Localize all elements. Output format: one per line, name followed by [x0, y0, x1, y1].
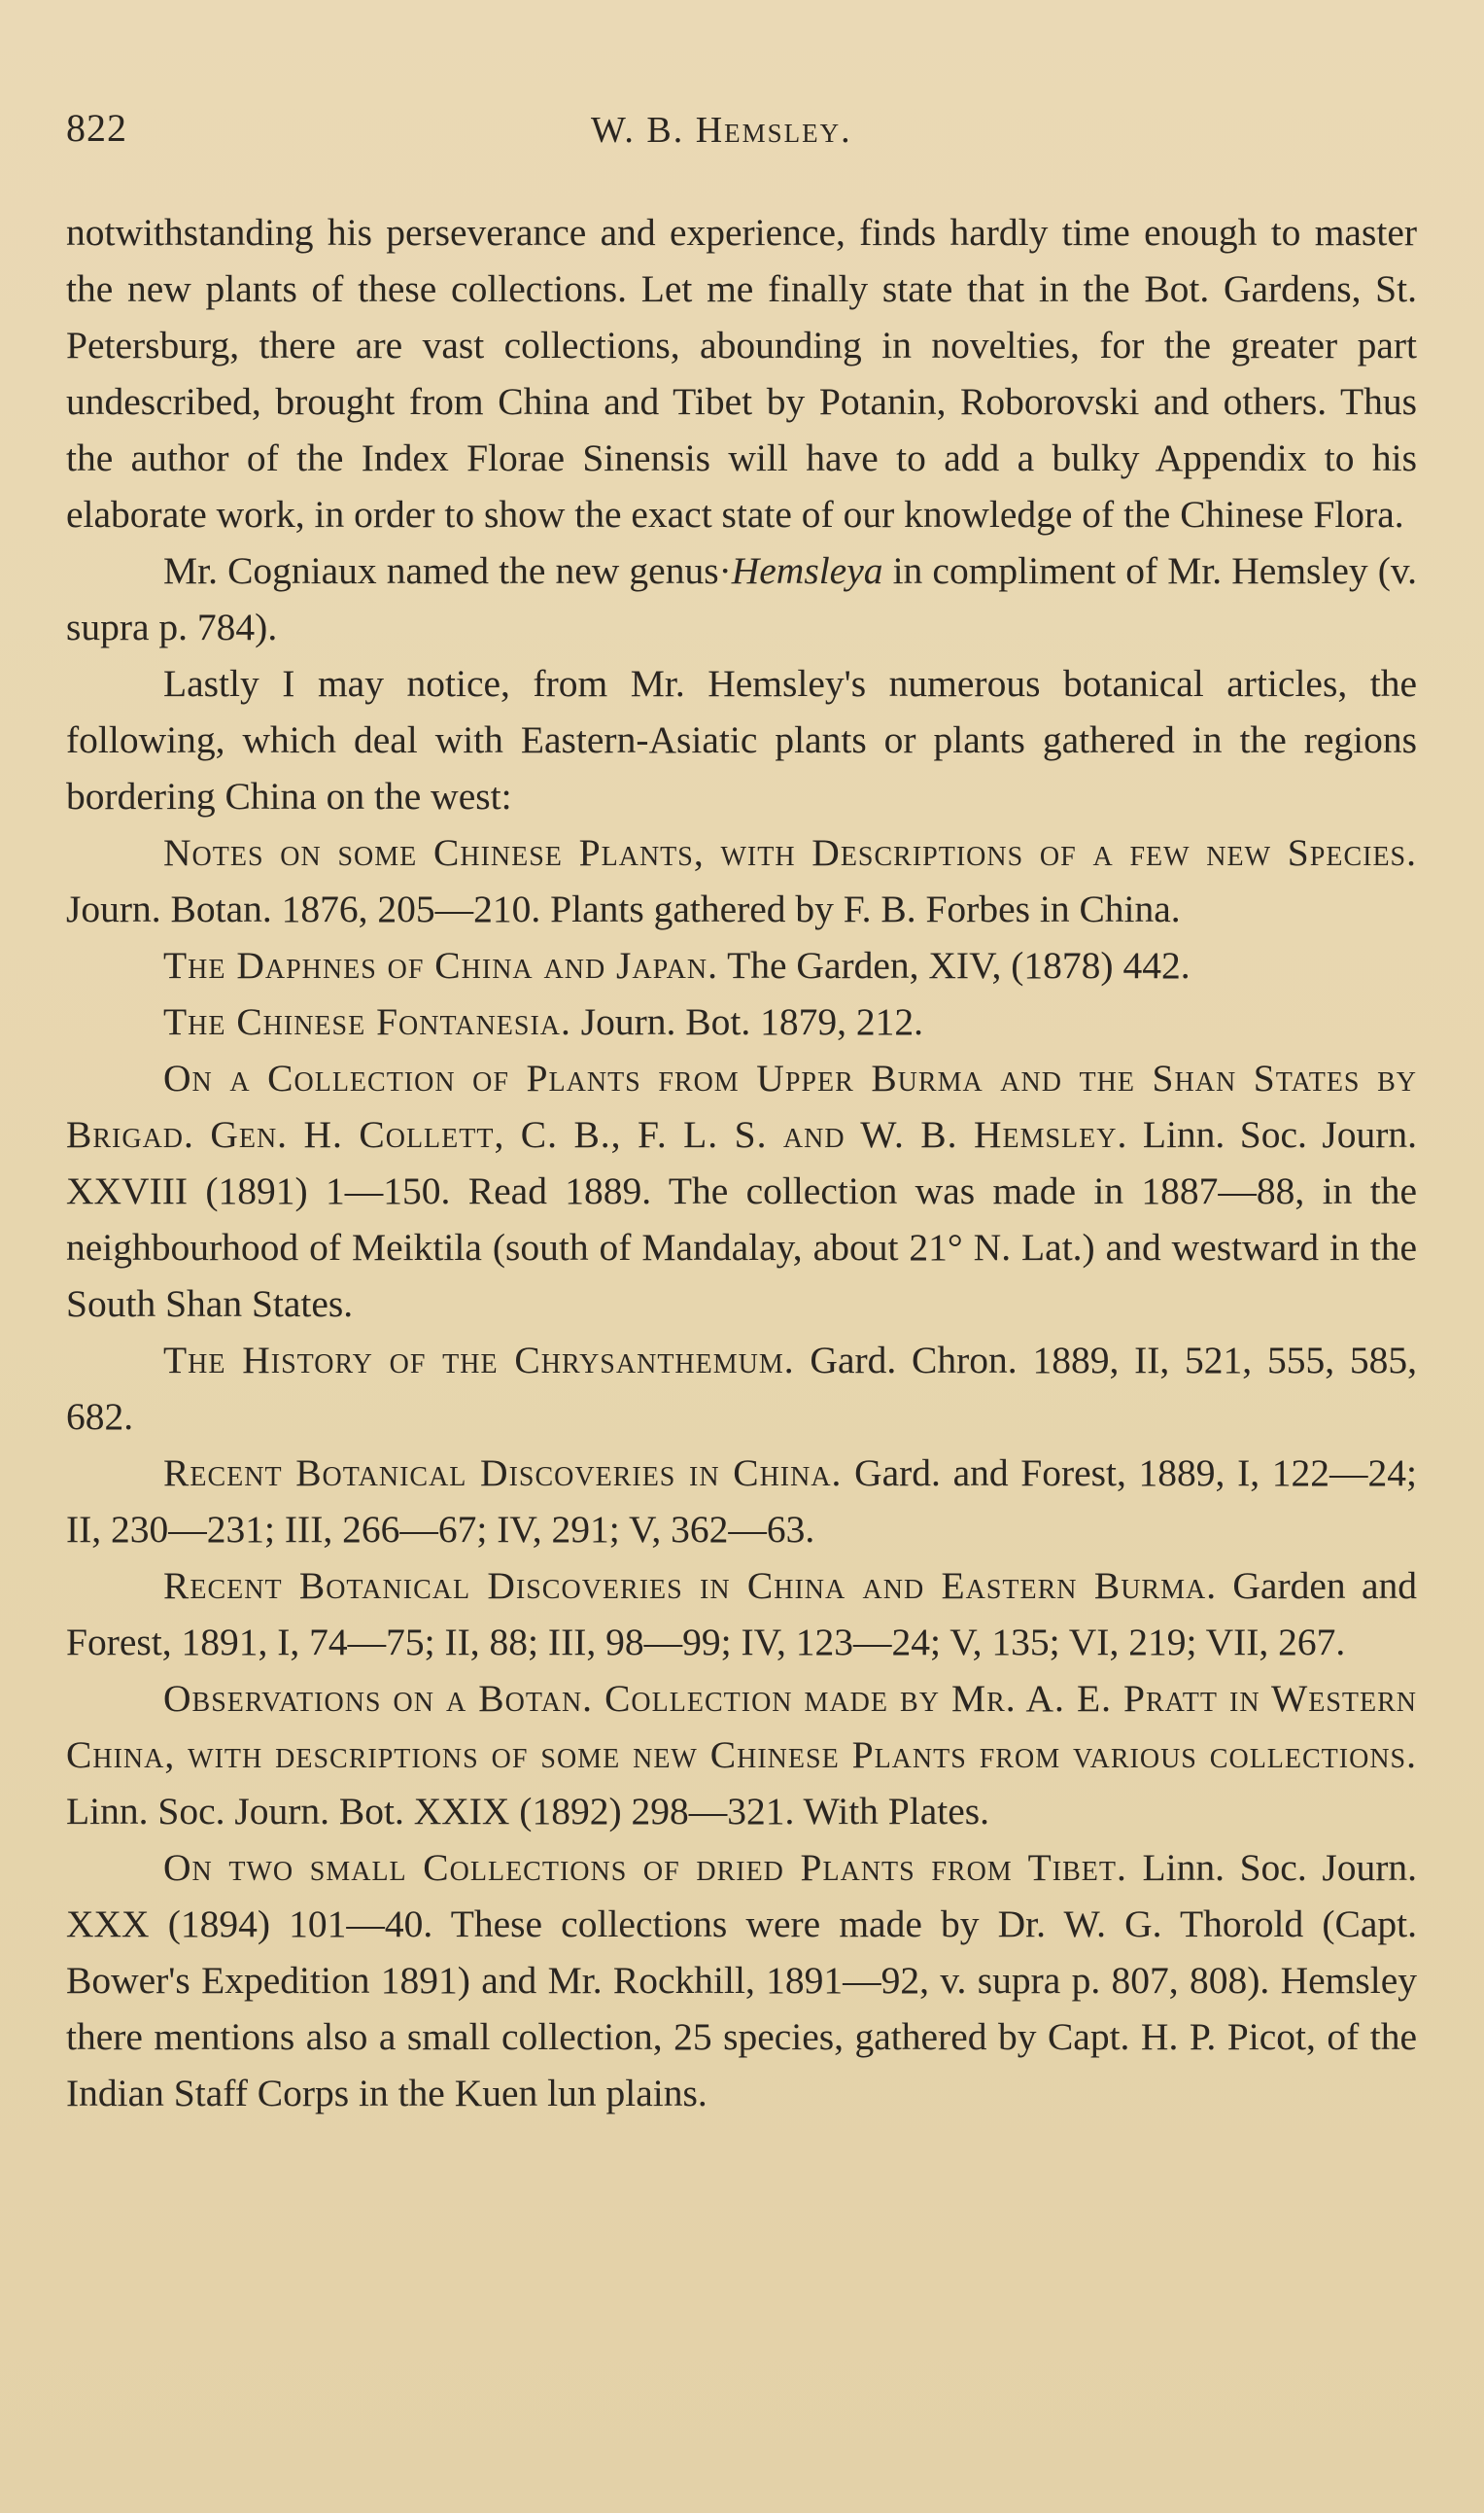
reference-entry — [66, 1839, 1417, 2121]
paragraph-text: Mr. Cogniaux named the new genus· — [163, 549, 732, 592]
paragraph-continuation: notwithstanding his perseverance and experience, finds hardly time enough to master the new plants of these collections. Let me finally state that in the Bot. Gardens, St. Petersburg, there are vast collections, abounding in novelties, for the greater part undescribed, brought from China and Tibet by Potanin, Roborovski and others. Thus the author of the Index Florae Sinensis will have to add a bulky Appendix to his elaborate work, in order to show the exact state of our knowledge of the Chinese Flora. — [66, 211, 1417, 536]
reference-text: Linn. Soc. Journ. Bot. XXIX (1892) 298—321. With Plates. — [66, 1790, 990, 1832]
body-text — [66, 204, 1417, 2121]
reference-title: Recent Botanical Discoveries in China. — [163, 1451, 843, 1494]
reference-text: Linn. Soc. Journ. XXVIII (1891) 1—150. Read 1889. The collection was made in 1887—88, in the neighbourhood of Meiktila (south of Mandalay, about 21° N. Lat.) and westward in the South Shan States. — [66, 1113, 1417, 1325]
reference-title: On two small Collections of dried Plants from Tibet. — [163, 1846, 1127, 1889]
paragraph-intro-articles: Lastly I may notice, from Mr. Hemsley's numerous botanical articles, the following, which deal with Eastern-Asiatic plants or plants gathered in the regions bordering China on the west: — [66, 662, 1417, 818]
paragraph-text: in compliment of Mr. Hemsley (v. supra p. 784). — [66, 549, 1417, 648]
reference-title: The History of the Chrysanthemum. — [163, 1339, 795, 1381]
reference-title: Recent Botanical Discoveries in China and Eastern Burma. — [163, 1564, 1218, 1607]
reference-title: The Daphnes of China and Japan. — [163, 944, 718, 987]
genus-name: Hemsleya — [731, 549, 883, 592]
reference-entry — [66, 994, 1417, 1050]
reference-entry — [66, 1557, 1417, 1670]
running-title: W. B. Hemsley. — [591, 110, 852, 151]
reference-text: Linn. Soc. Journ. XXX (1894) 101—40. These collections were made by Dr. W. G. Thorold (Capt. Bower's Expedition 1891) and Mr. Rockhill, 1891—92, v. supra p. 807, 808). Hemsley there mentions also a small collection, 25 species, gathered by Capt. H. P. Picot, of the Indian Staff Corps in the Kuen lun plains. — [66, 1846, 1417, 2114]
reference-text: Garden and Forest, 1891, I, 74—75; II, 88; III, 98—99; IV, 123—24; V, 135; VI, 219; VII, 267. — [66, 1564, 1417, 1663]
running-head — [66, 105, 1427, 163]
reference-text: Journ. Bot. 1879, 212. — [570, 1000, 924, 1043]
reference-title: On a Collection of Plants from Upper Burma and the Shan States by Brigad. Gen. H. Collett, C. B., F. L. S. and W. B. Hemsley. — [66, 1057, 1417, 1156]
reference-entry — [66, 824, 1417, 937]
reference-text: Journ. Botan. 1876, 205—210. Plants gathered by F. B. Forbes in China. — [66, 888, 1181, 930]
reference-text: The Garden, XIV, (1878) 442. — [717, 944, 1191, 987]
paragraph-hemsleya — [66, 542, 1417, 655]
reference-entry — [66, 1332, 1417, 1445]
reference-title: The Chinese Fontanesia. — [163, 1000, 571, 1043]
reference-text: Gard. and Forest, 1889, I, 122—24; II, 230—231; III, 266—67; IV, 291; V, 362—63. — [66, 1451, 1417, 1551]
reference-text: Gard. Chron. 1889, II, 521, 555, 585, 682. — [66, 1339, 1417, 1438]
reference-entry — [66, 1670, 1417, 1839]
reference-entry — [66, 1445, 1417, 1557]
reference-title: Notes on some Chinese Plants, with Descriptions of a few new Species. — [163, 831, 1417, 874]
reference-entry — [66, 937, 1417, 994]
reference-entry — [66, 1050, 1417, 1332]
page-number: 822 — [66, 106, 127, 150]
reference-title: Observations on a Botan. Collection made by Mr. A. E. Pratt in Western China, with descriptions of some new Chinese Plants from various collections. — [66, 1677, 1417, 1776]
